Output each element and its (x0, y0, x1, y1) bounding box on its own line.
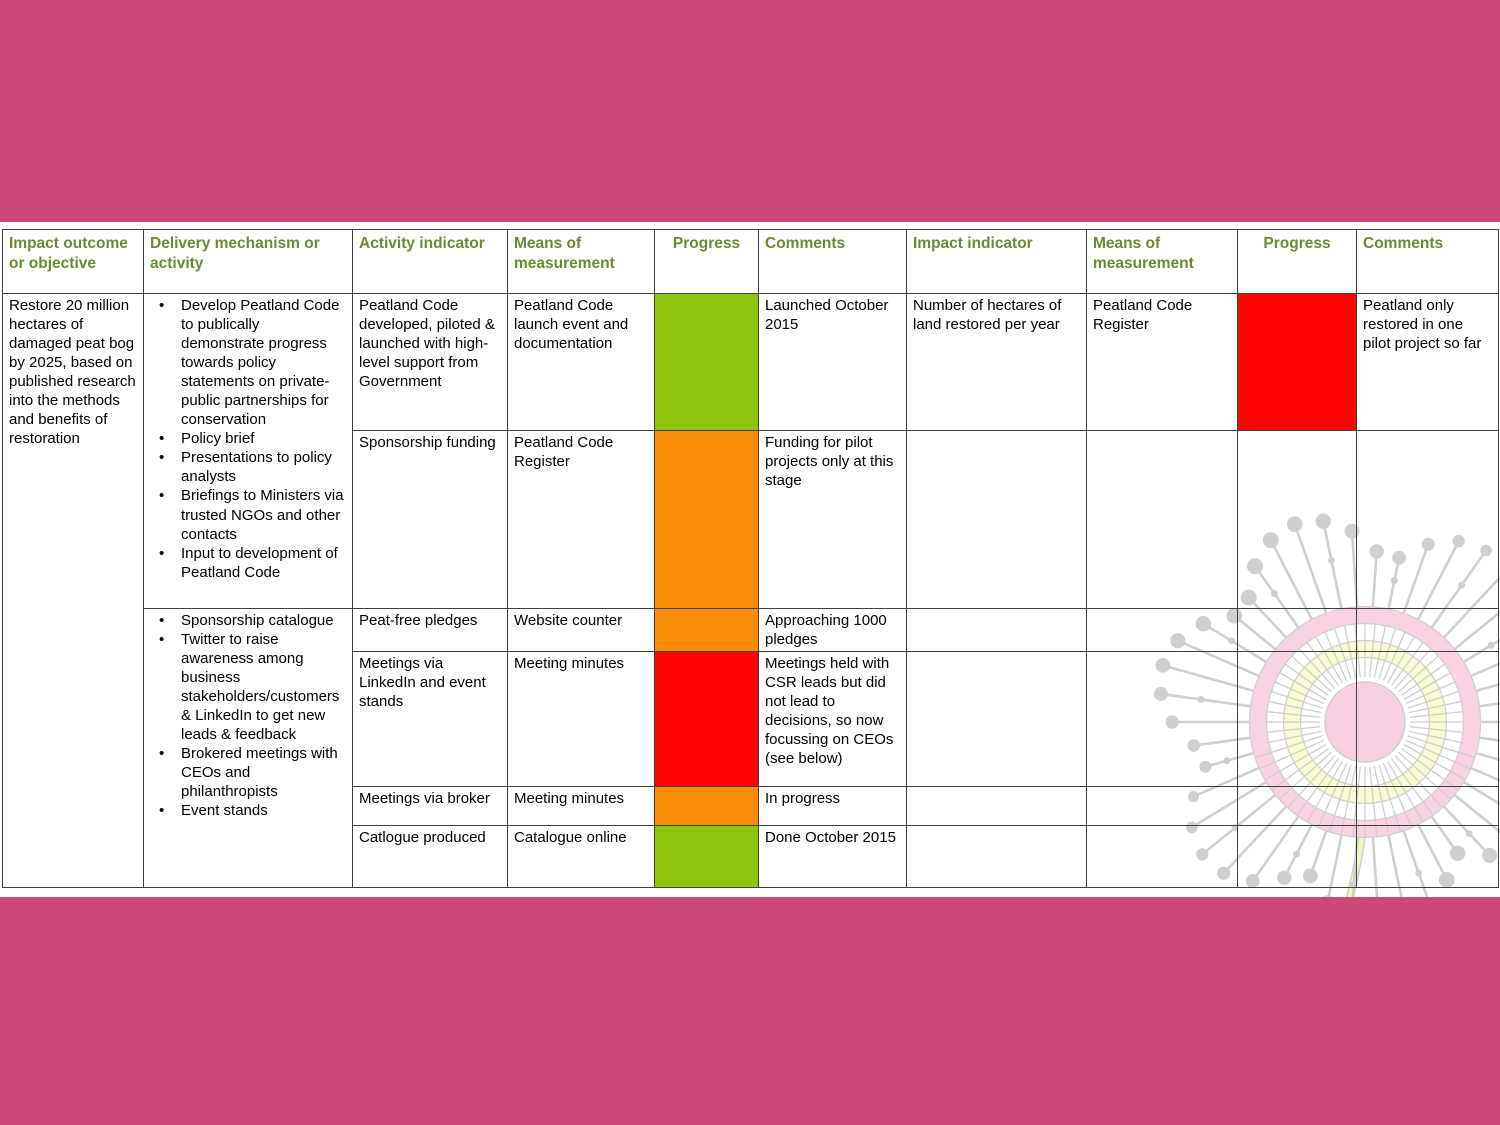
column-header-progress-2: Progress (1238, 230, 1357, 294)
list-item: • Briefings to Ministers via trusted NGOs and other contacts (150, 486, 346, 543)
delivery-cell-group-1 (144, 294, 353, 609)
column-header-comments-2: Comments (1357, 230, 1499, 294)
activity-indicator-cell: Sponsorship funding (353, 431, 508, 609)
comments-cell: Done October 2015 (759, 826, 907, 888)
empty-cell (1087, 826, 1238, 888)
progress-status-cell-green (655, 826, 759, 888)
column-header-means-of-measurement: Means of measurement (508, 230, 655, 294)
activity-indicator-cell: Catlogue produced (353, 826, 508, 888)
activity-indicator-cell: Meetings via LinkedIn and event stands (353, 652, 508, 787)
comments-cell: Launched October 2015 (759, 294, 907, 431)
means-cell: Meeting minutes (508, 652, 655, 787)
activity-indicator-cell: Peat-free pledges (353, 609, 508, 652)
bottom-pink-band (0, 897, 1500, 1125)
empty-cell (1087, 609, 1238, 652)
header-row (3, 230, 1499, 294)
means-cell: Peatland Code Register (508, 431, 655, 609)
column-header-activity-indicator: Activity indicator (353, 230, 508, 294)
list-item: • Brokered meetings with CEOs and philanthropists (150, 744, 346, 801)
delivery-bullet-list-1 (150, 296, 346, 582)
comments-cell: Funding for pilot projects only at this stage (759, 431, 907, 609)
empty-cell (1357, 787, 1499, 826)
list-item: • Policy brief (150, 429, 346, 448)
list-item: • Input to development of Peatland Code (150, 544, 346, 582)
top-pink-band (0, 0, 1500, 222)
empty-cell (1357, 609, 1499, 652)
empty-cell (1238, 787, 1357, 826)
empty-cell (1238, 652, 1357, 787)
column-header-impact-outcome: Impact outcome or objective (3, 230, 144, 294)
comments-cell: Approaching 1000 pledges (759, 609, 907, 652)
delivery-bullet-list-2 (150, 611, 346, 821)
empty-cell (1087, 431, 1238, 609)
means-cell: Catalogue online (508, 826, 655, 888)
column-header-comments: Comments (759, 230, 907, 294)
delivery-cell-group-2 (144, 609, 353, 888)
empty-cell (907, 787, 1087, 826)
table-row (3, 294, 1499, 431)
list-item: • Event stands (150, 801, 346, 820)
empty-cell (907, 652, 1087, 787)
progress-status-cell-green (655, 294, 759, 431)
progress-status-cell-orange (655, 431, 759, 609)
column-header-means-of-measurement-2: Means of measurement (1087, 230, 1238, 294)
means-cell: Meeting minutes (508, 787, 655, 826)
status-table (2, 229, 1499, 888)
column-header-impact-indicator: Impact indicator (907, 230, 1087, 294)
empty-cell (907, 826, 1087, 888)
empty-cell (1357, 826, 1499, 888)
impact-indicator-cell: Number of hectares of land restored per year (907, 294, 1087, 431)
empty-cell (907, 431, 1087, 609)
column-header-progress: Progress (655, 230, 759, 294)
activity-indicator-cell: Meetings via broker (353, 787, 508, 826)
empty-cell (1238, 431, 1357, 609)
empty-cell (1087, 652, 1238, 787)
comments-cell: In progress (759, 787, 907, 826)
table-row (3, 609, 1499, 652)
progress-status-cell-red (655, 652, 759, 787)
progress-status-cell-orange (655, 787, 759, 826)
progress-status-cell-red (1238, 294, 1357, 431)
empty-cell (1238, 826, 1357, 888)
activity-indicator-cell: Peatland Code developed, piloted & launched with high-level support from Government (353, 294, 508, 431)
list-item: • Sponsorship catalogue (150, 611, 346, 630)
empty-cell (1357, 431, 1499, 609)
comments-cell: Meetings held with CSR leads but did not lead to decisions, so now focussing on CEOs (see below) (759, 652, 907, 787)
list-item: • Presentations to policy analysts (150, 448, 346, 486)
status-table-container (2, 229, 1499, 888)
list-item: • Twitter to raise awareness among business stakeholders/customers & LinkedIn to get new leads & feedback (150, 630, 346, 744)
empty-cell (1087, 787, 1238, 826)
comments-cell-2: Peatland only restored in one pilot project so far (1357, 294, 1499, 431)
means-cell: Peatland Code launch event and documentation (508, 294, 655, 431)
means-cell: Website counter (508, 609, 655, 652)
empty-cell (1238, 609, 1357, 652)
empty-cell (907, 609, 1087, 652)
progress-status-cell-orange (655, 609, 759, 652)
empty-cell (1357, 652, 1499, 787)
list-item: • Develop Peatland Code to publically demonstrate progress towards policy statements on private-public partnerships for conservation (150, 296, 346, 429)
objective-cell: Restore 20 million hectares of damaged peat bog by 2025, based on published research into the methods and benefits of restoration (3, 294, 144, 888)
column-header-delivery-mechanism: Delivery mechanism or activity (144, 230, 353, 294)
means-cell-2: Peatland Code Register (1087, 294, 1238, 431)
